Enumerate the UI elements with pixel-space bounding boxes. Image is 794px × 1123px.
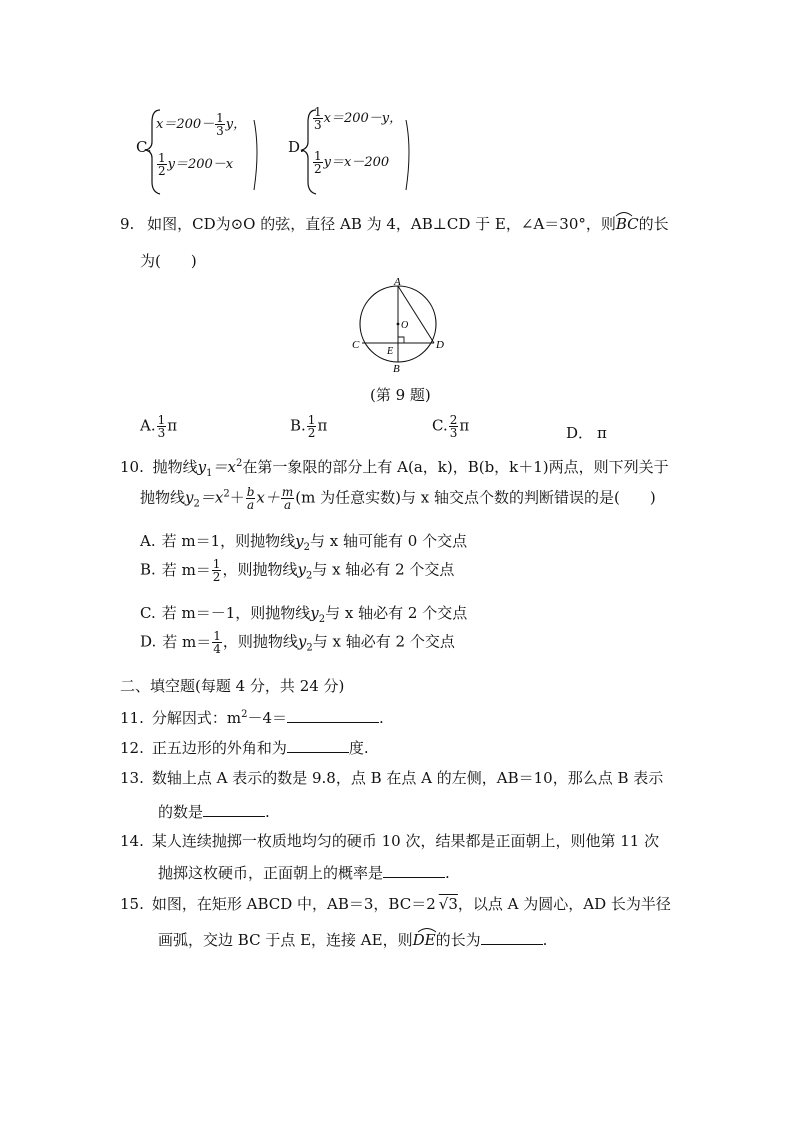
q8-c-eq1: x＝200－ <box>156 117 215 132</box>
q13-line2: 的数是 . <box>158 803 270 821</box>
q9-option-a: A. $\frac{1}{3}$ π <box>140 413 178 440</box>
q8-d-eq1-num: 1 <box>314 105 322 119</box>
q15-sqrt: √3 <box>438 895 458 913</box>
q8-d-eq2-den: 2 <box>314 162 322 176</box>
q8-c-eq2-den: 2 <box>158 164 166 178</box>
q9-option-d: D． π <box>566 424 607 442</box>
q14-line2: 抛掷这枚硬币，正面朝上的概率是 . <box>158 864 450 882</box>
q13-answer-blank[interactable] <box>203 802 265 817</box>
q13-line1: 13. 数轴上点 A 表示的数是 9.8，点 B 在点 A 的左侧，AB＝10，那么点 B 表示 <box>120 769 664 787</box>
q11-answer-blank[interactable] <box>287 708 379 723</box>
q9-label-e: E <box>387 346 394 357</box>
q9-text: 如图，CD为⊙O 的弦，直径 AB 为 4，AB⊥CD 于 E，∠A＝30°，则 <box>147 215 616 233</box>
q8-d-eq1-den: 3 <box>314 118 322 132</box>
q15-line2: 画弧，交边 BC 于点 E，连接 AE，则DE的长为 . <box>158 931 548 949</box>
section-heading: 二、填空题(每题 4 分，共 24 分) <box>120 677 345 695</box>
q8-c-eq2-tail: y＝200－x <box>167 157 234 172</box>
q10-number: 10. <box>120 458 144 476</box>
q15-arc: DE <box>412 931 436 949</box>
q9-arc-mark <box>614 209 634 217</box>
q8-option-d <box>288 102 418 198</box>
q9-caption: (第 9 题) <box>370 386 431 404</box>
q9-text-tail: 的长 <box>638 215 669 233</box>
q9-arc: BC <box>615 215 639 233</box>
q10-option-c: C. 若 m＝－1，则抛物线$y_2$与 x 轴必有 2 个交点 <box>140 604 468 625</box>
q9-option-c: C. $\frac{2}{3}$ π <box>432 413 470 440</box>
q14-answer-blank[interactable] <box>383 863 445 878</box>
q9-line1 <box>120 213 669 234</box>
q11: 11. 分解因式：$m^2-4=$ . <box>120 709 384 727</box>
q10-option-b: B. 若 m＝ $\frac{1}{2}$ ，则抛物线$y_2$与 x 轴必有 2 个交点 <box>140 557 455 584</box>
q8-d-eq2-num: 1 <box>314 149 322 163</box>
q12: 12. 正五边形的外角和为 度. <box>120 739 369 757</box>
q8-option-c <box>136 102 266 198</box>
q9-right-angle <box>398 337 404 343</box>
q9-figure <box>348 276 458 376</box>
q10-line1: 10. 抛物线$y_1=x^2$在第一象限的部分上有 A(a，k)，B(b，k＋1)两点，则下列关于 <box>120 458 669 479</box>
q15-arc-mark <box>416 925 438 933</box>
q9-label-d: D <box>436 339 444 351</box>
q8-c-eq1-tail: y， <box>225 117 247 132</box>
q14-line1: 14. 某人连续抛掷一枚质地均匀的硬币 10 次，结果都是正面朝上，则他第 11 次 <box>120 832 660 850</box>
q9-line2: 为( ) <box>140 252 197 270</box>
q9-number: 9. <box>120 215 135 233</box>
q9-center-dot <box>397 323 400 326</box>
q9-label-b: B <box>393 363 400 375</box>
q8-c-eq1-den: 3 <box>216 124 224 138</box>
q8-c-eq2-num: 1 <box>158 151 166 165</box>
q10-line2: 抛物线$y_2=x^2+$ $\frac{b}{a}$ x＋ $\frac{m}{a}$ (m 为任意实数)与 x 轴交点个数的判断错误的是( ) <box>140 485 656 512</box>
q9-segment-ad <box>398 286 434 343</box>
q8-c-eq1-num: 1 <box>216 111 224 125</box>
q8-d-eq1-tail: x＝200－y， <box>323 111 403 126</box>
q15-answer-blank[interactable] <box>481 930 543 945</box>
q12-answer-blank[interactable] <box>287 738 349 753</box>
q10-option-d: D. 若 m＝ $\frac{1}{4}$ ，则抛物线$y_2$与 x 轴必有 2 个交点 <box>140 629 455 656</box>
q8-option-c-letter: C. <box>136 138 152 156</box>
q10-option-a: A. 若 m＝1，则抛物线$y_2$与 x 轴可能有 0 个交点 <box>140 532 468 553</box>
q9-label-o: O <box>401 320 409 331</box>
q9-option-b: B. $\frac{1}{2}$ π <box>290 413 328 440</box>
q8-option-d-letter: D. <box>288 138 305 156</box>
q9-label-a: A <box>394 276 401 288</box>
q8-d-eq2-tail: y＝x－200 <box>323 155 390 170</box>
q9-label-c: C <box>352 339 360 351</box>
q15-line1: 15. 如图，在矩形 ABCD 中，AB＝3，BC＝2 √3，以点 A 为圆心，AD 长为半径 <box>120 895 671 913</box>
